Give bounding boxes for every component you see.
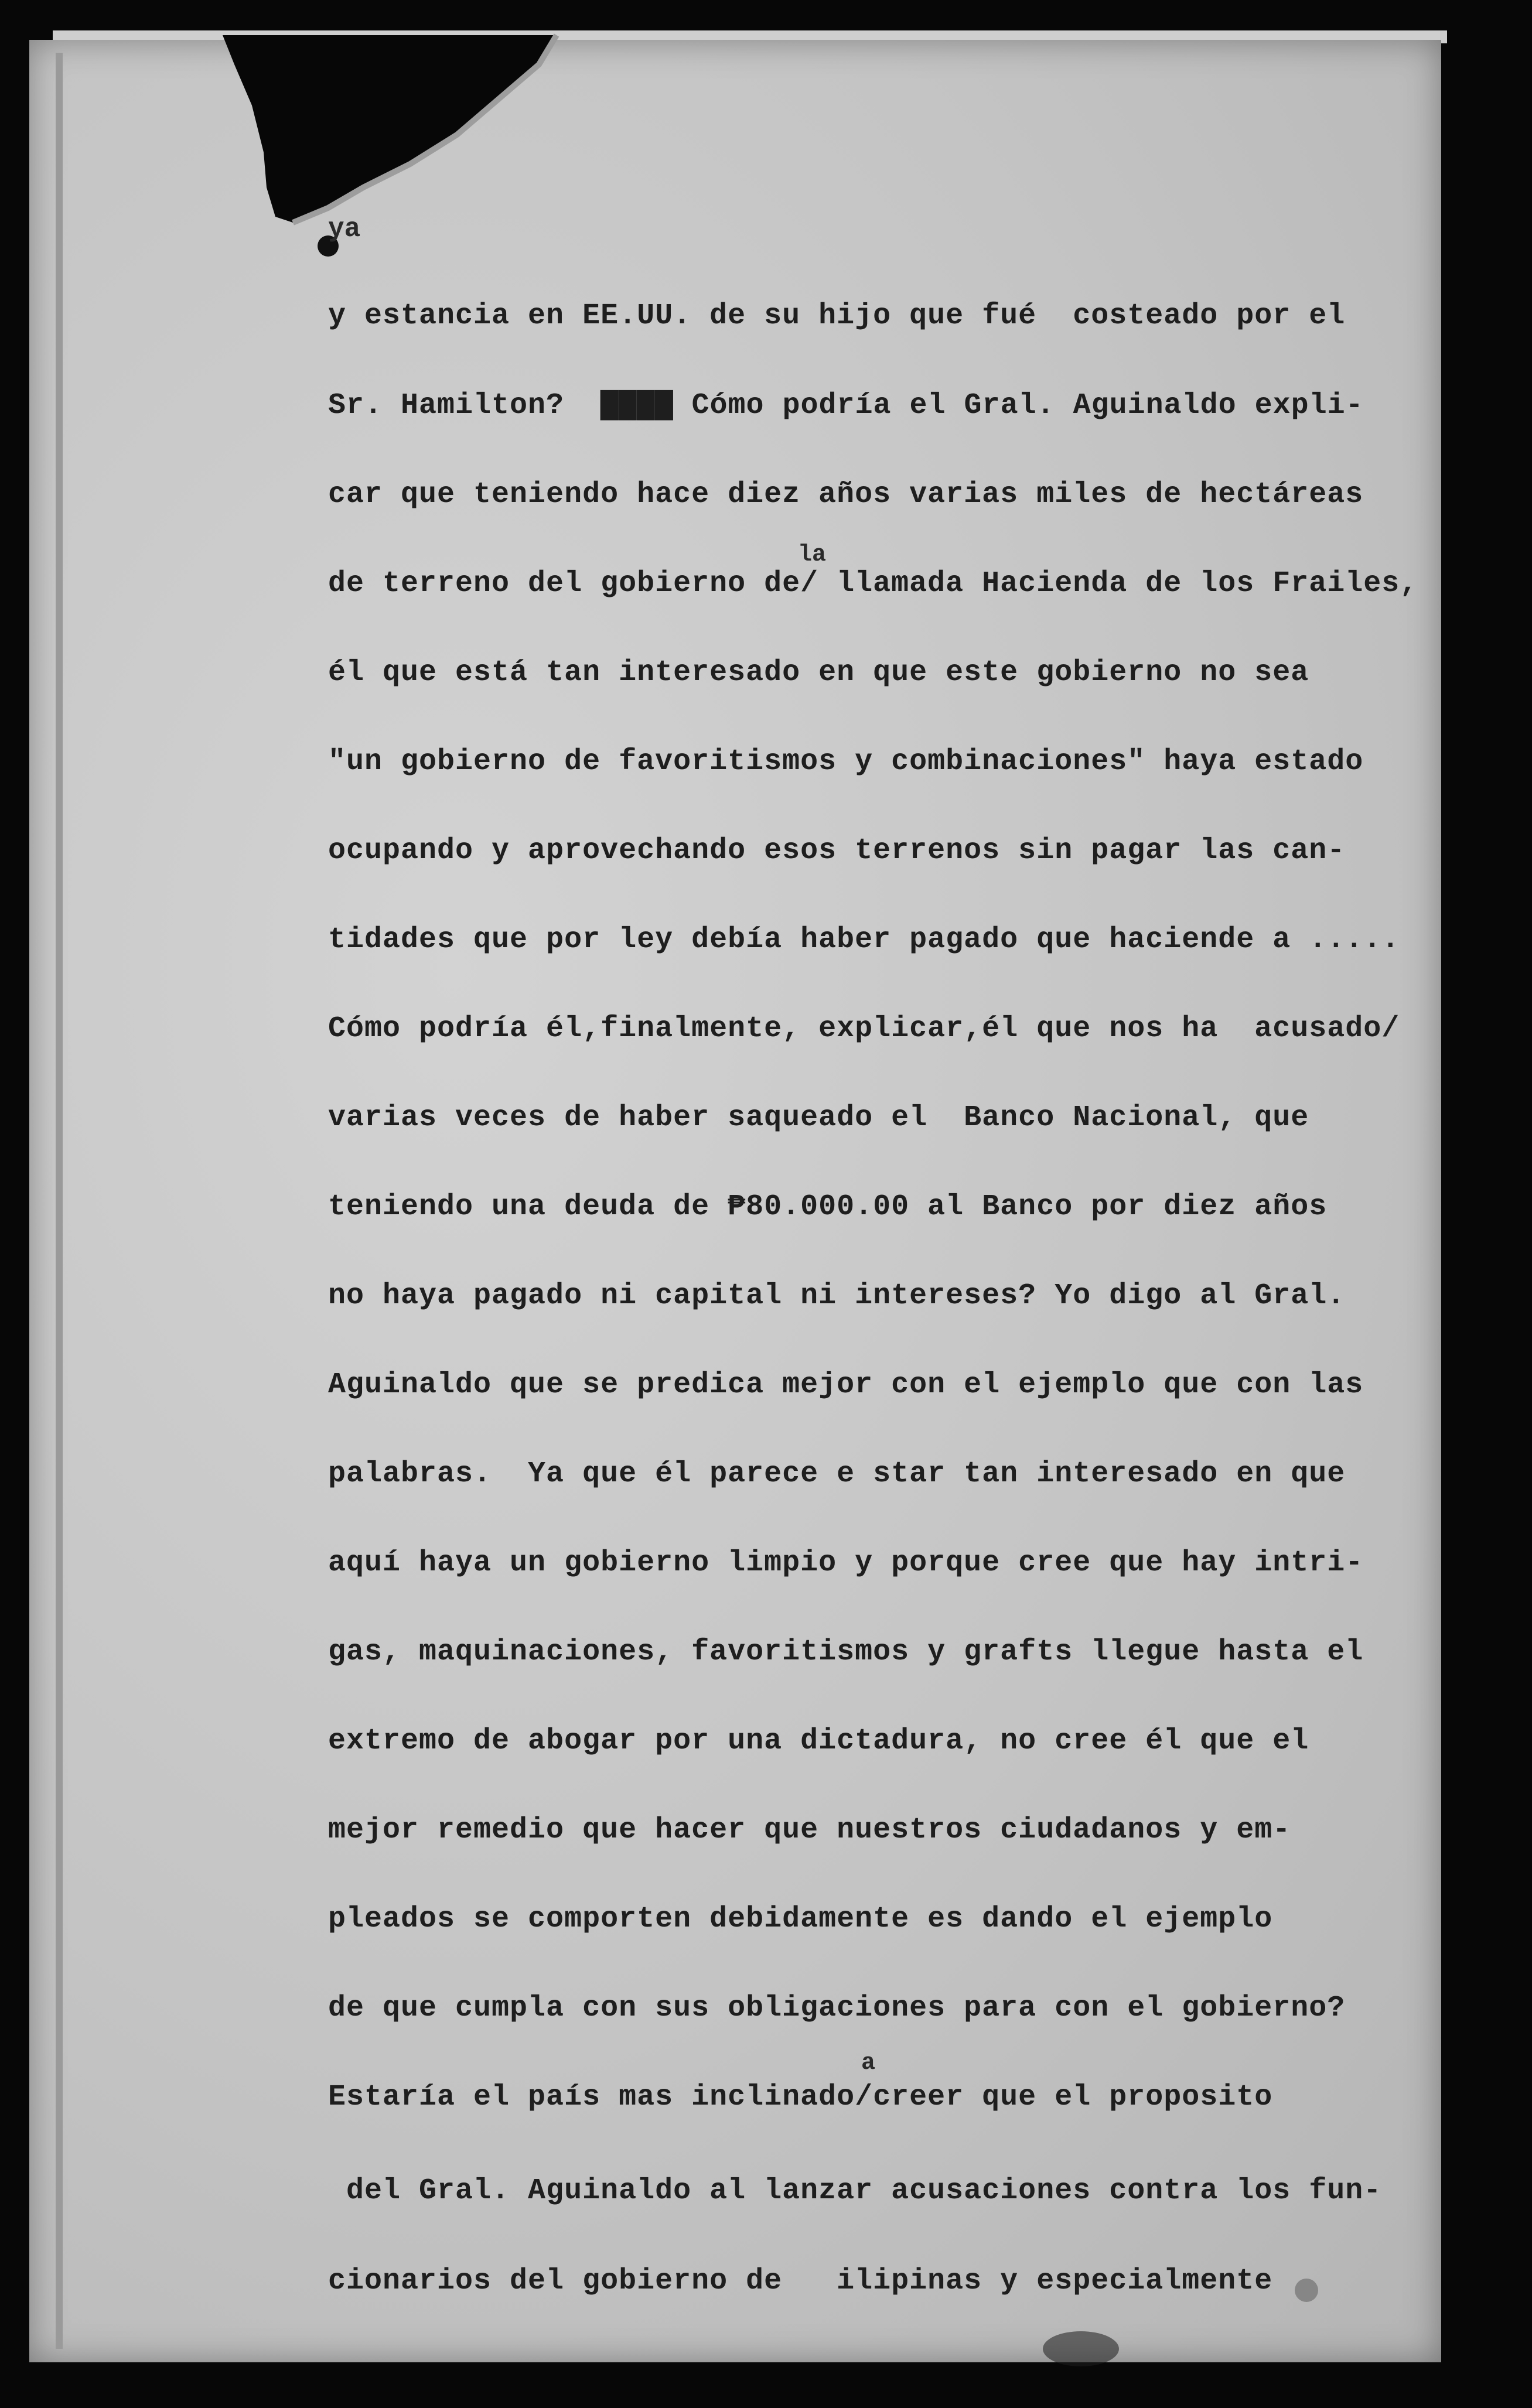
text-line: car que teniendo hace diez años varias miles de hectáreas xyxy=(328,478,1364,511)
ink-smudge xyxy=(1043,2331,1119,2366)
text-line: cionarios del gobierno de ilipinas y especialmente xyxy=(328,2264,1273,2298)
ink-spot xyxy=(1295,2279,1318,2302)
text-line: gas, maquinaciones, favoritismos y grafts llegue hasta el xyxy=(328,1635,1364,1669)
text-line: del Gral. Aguinaldo al lanzar acusaciones contra los fun- xyxy=(328,2174,1382,2208)
text-line: tidades que por ley debía haber pagado que haciende a ..... xyxy=(328,923,1400,957)
text-line: pleados se comporten debidamente es dando el ejemplo xyxy=(328,1903,1273,1936)
text-line: él que está tan interesado en que este gobierno no sea xyxy=(328,656,1309,689)
text-line: varias veces de haber saqueado el Banco Nacional, que xyxy=(328,1101,1309,1135)
text-line: Estaría el país mas inclinado/creer que el proposito xyxy=(328,2081,1273,2114)
text-line: aquí haya un gobierno limpio y porque cree que hay intri- xyxy=(328,1546,1364,1580)
text-line: ocupando y aprovechando esos terrenos sin pagar las can- xyxy=(328,834,1346,867)
text-line: Sr. Hamilton? ▇▇▇▇ Cómo podría el Gral. Aguinaldo expli- xyxy=(328,389,1364,422)
text-line: no haya pagado ni capital ni intereses? Yo digo al Gral. xyxy=(328,1279,1346,1313)
text-line: mejor remedio que hacer que nuestros ciudadanos y em- xyxy=(328,1813,1291,1847)
handwritten-insert-la: la xyxy=(798,542,827,568)
text-line: palabras. Ya que él parece e star tan interesado en que xyxy=(328,1457,1346,1491)
text-line: extremo de abogar por una dictadura, no cree él que el xyxy=(328,1724,1309,1758)
handwritten-insert-a: a xyxy=(861,2050,876,2076)
text-line: Aguinaldo que se predica mejor con el ejemplo que con las xyxy=(328,1368,1364,1402)
text-line: de que cumpla con sus obligaciones para con el gobierno? xyxy=(328,1992,1346,2025)
text-line: de terreno del gobierno de/ llamada Hacienda de los Frailes, xyxy=(328,567,1418,600)
text-line: "un gobierno de favoritismos y combinaciones" haya estado xyxy=(328,745,1364,778)
text-line: teniendo una deuda de ₱80.000.00 al Banco por diez años xyxy=(328,1190,1328,1224)
text-line: Cómo podría él,finalmente, explicar,él que nos ha acusado/ xyxy=(328,1012,1400,1046)
text-line: y estancia en EE.UU. de su hijo que fué costeado por el xyxy=(328,299,1346,333)
page-fragment-text: ya xyxy=(328,214,361,244)
